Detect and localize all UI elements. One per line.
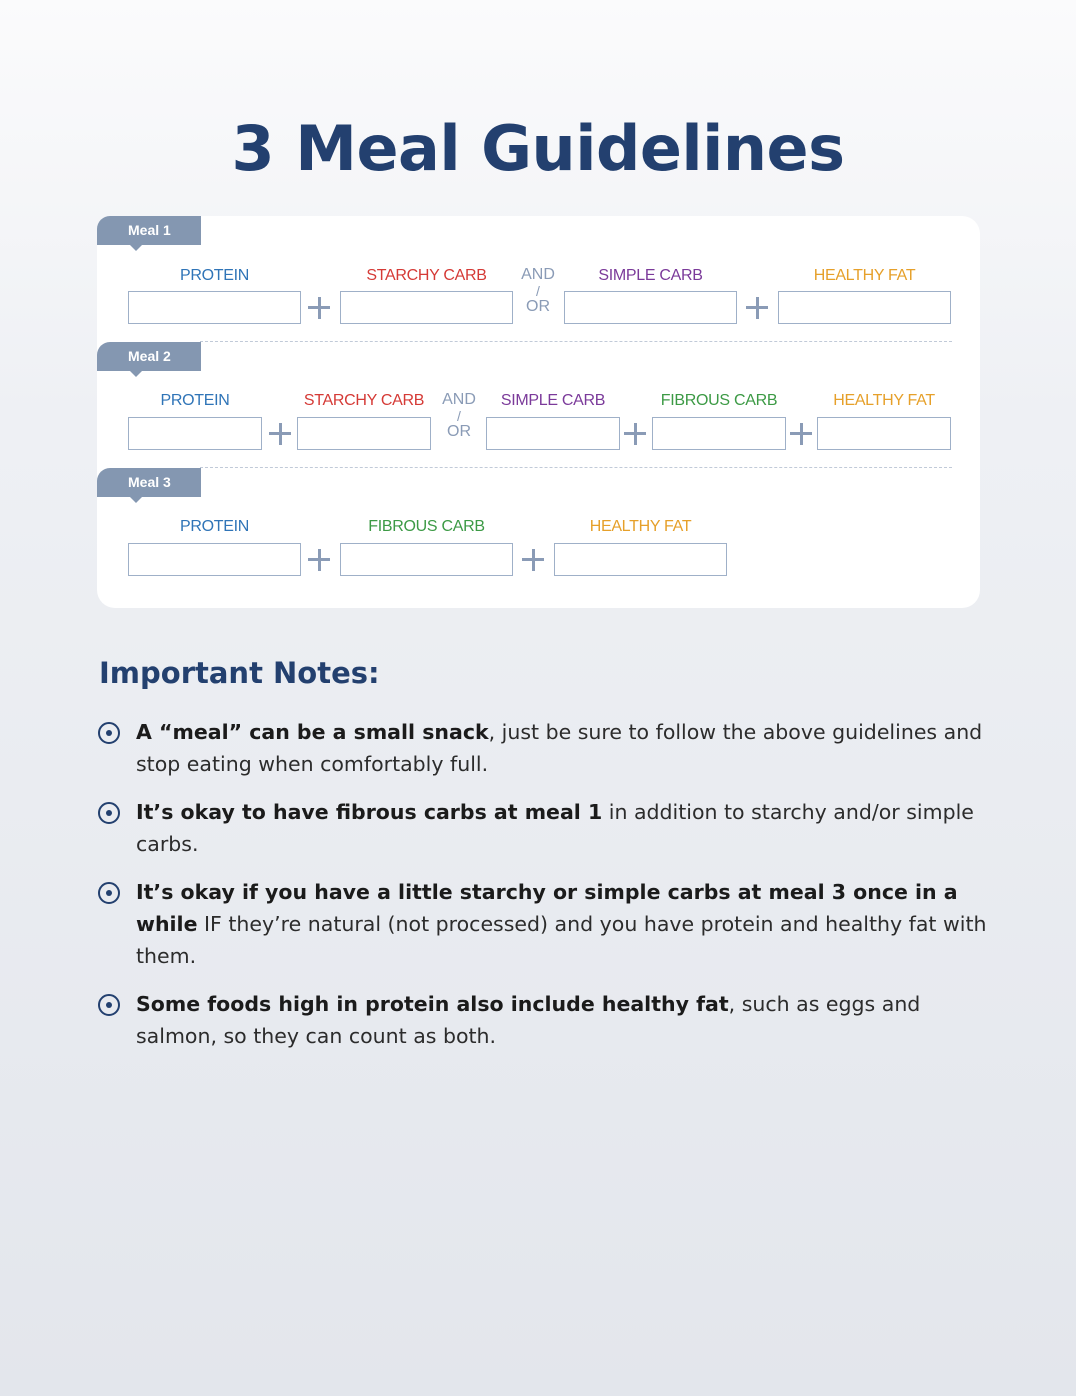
plus-icon <box>790 423 812 445</box>
meal-2-simple-carb-label: SIMPLE CARB <box>500 392 606 409</box>
meal-3-healthy-fat-label: HEALTHY FAT <box>589 518 692 535</box>
page-title: 3 Meal Guidelines <box>231 112 845 185</box>
meal-3-protein-input[interactable] <box>128 543 301 576</box>
meal-1-simple-carb-input[interactable] <box>564 291 737 324</box>
or-text: OR <box>447 423 471 440</box>
meal-1-healthy-fat-input[interactable] <box>778 291 951 324</box>
meal-1-healthy-fat-label: HEALTHY FAT <box>813 267 916 284</box>
and-text: AND <box>442 391 476 408</box>
note-text: IF they’re natural (not processed) and you have protein and healthy fat with them. <box>136 912 987 968</box>
meal-1-simple-carb-label: SIMPLE CARB <box>598 267 703 284</box>
note-bold-text: A “meal” can be a small snack <box>136 720 489 744</box>
meal-3-fibrous-carb-label: FIBROUS CARB <box>368 518 485 535</box>
plus-icon <box>269 423 291 445</box>
meal-2-simple-carb-input[interactable] <box>486 417 620 450</box>
list-item <box>97 876 997 972</box>
meal-divider <box>200 341 952 342</box>
note-bold-text: Some foods high in protein also include healthy fat <box>136 992 729 1016</box>
meal-3-tab: Meal 3 <box>97 468 201 497</box>
meal-1-starchy-carb-input[interactable] <box>340 291 513 324</box>
list-item <box>97 796 997 860</box>
note-text: , such as eggs and salmon, so they can count as both. <box>136 992 921 1048</box>
meal-2-starchy-carb-label: STARCHY CARB <box>303 392 425 409</box>
meal-2-tab: Meal 2 <box>97 342 201 371</box>
meal-2-starchy-carb-input[interactable] <box>297 417 431 450</box>
meal-divider <box>200 467 952 468</box>
note-text: , just be sure to follow the above guidelines and stop eating when comfortably full. <box>136 720 983 776</box>
list-item <box>97 716 997 780</box>
meal-1-protein-label: PROTEIN <box>179 267 250 284</box>
or-text: OR <box>526 298 550 315</box>
and-or-divider <box>437 392 481 440</box>
plus-icon <box>624 423 646 445</box>
meal-3-protein-label: PROTEIN <box>179 518 250 535</box>
and-or-divider <box>516 267 560 315</box>
plus-icon <box>308 297 330 319</box>
list-item <box>97 988 997 1052</box>
meal-2-protein-input[interactable] <box>128 417 262 450</box>
meal-2-fibrous-carb-input[interactable] <box>652 417 786 450</box>
target-bullet-icon <box>98 882 120 904</box>
meal-2-protein-label: PROTEIN <box>160 392 230 409</box>
note-bold-text: It’s okay to have fibrous carbs at meal 1 <box>136 800 603 824</box>
meal-2-healthy-fat-label: HEALTHY FAT <box>833 392 935 409</box>
and-text: AND <box>521 266 555 283</box>
plus-icon <box>746 297 768 319</box>
note-text: in addition to starchy and/or simple carbs. <box>136 800 974 856</box>
slash-text: / <box>457 408 461 424</box>
meal-3-healthy-fat-input[interactable] <box>554 543 727 576</box>
target-bullet-icon <box>98 722 120 744</box>
target-bullet-icon <box>98 994 120 1016</box>
note-bold-text: It’s okay if you have a little starchy or simple carbs at meal 3 once in a while <box>136 880 958 936</box>
meal-1-tab: Meal 1 <box>97 216 201 245</box>
slash-text: / <box>536 283 540 299</box>
meal-2-healthy-fat-input[interactable] <box>817 417 951 450</box>
meal-1-protein-input[interactable] <box>128 291 301 324</box>
notes-list <box>97 716 997 1068</box>
meal-2-fibrous-carb-label: FIBROUS CARB <box>660 392 778 409</box>
plus-icon <box>522 549 544 571</box>
plus-icon <box>308 549 330 571</box>
meal-1-starchy-carb-label: STARCHY CARB <box>366 267 487 284</box>
meal-3-fibrous-carb-input[interactable] <box>340 543 513 576</box>
target-bullet-icon <box>98 802 120 824</box>
notes-heading: Important Notes: <box>99 656 380 690</box>
